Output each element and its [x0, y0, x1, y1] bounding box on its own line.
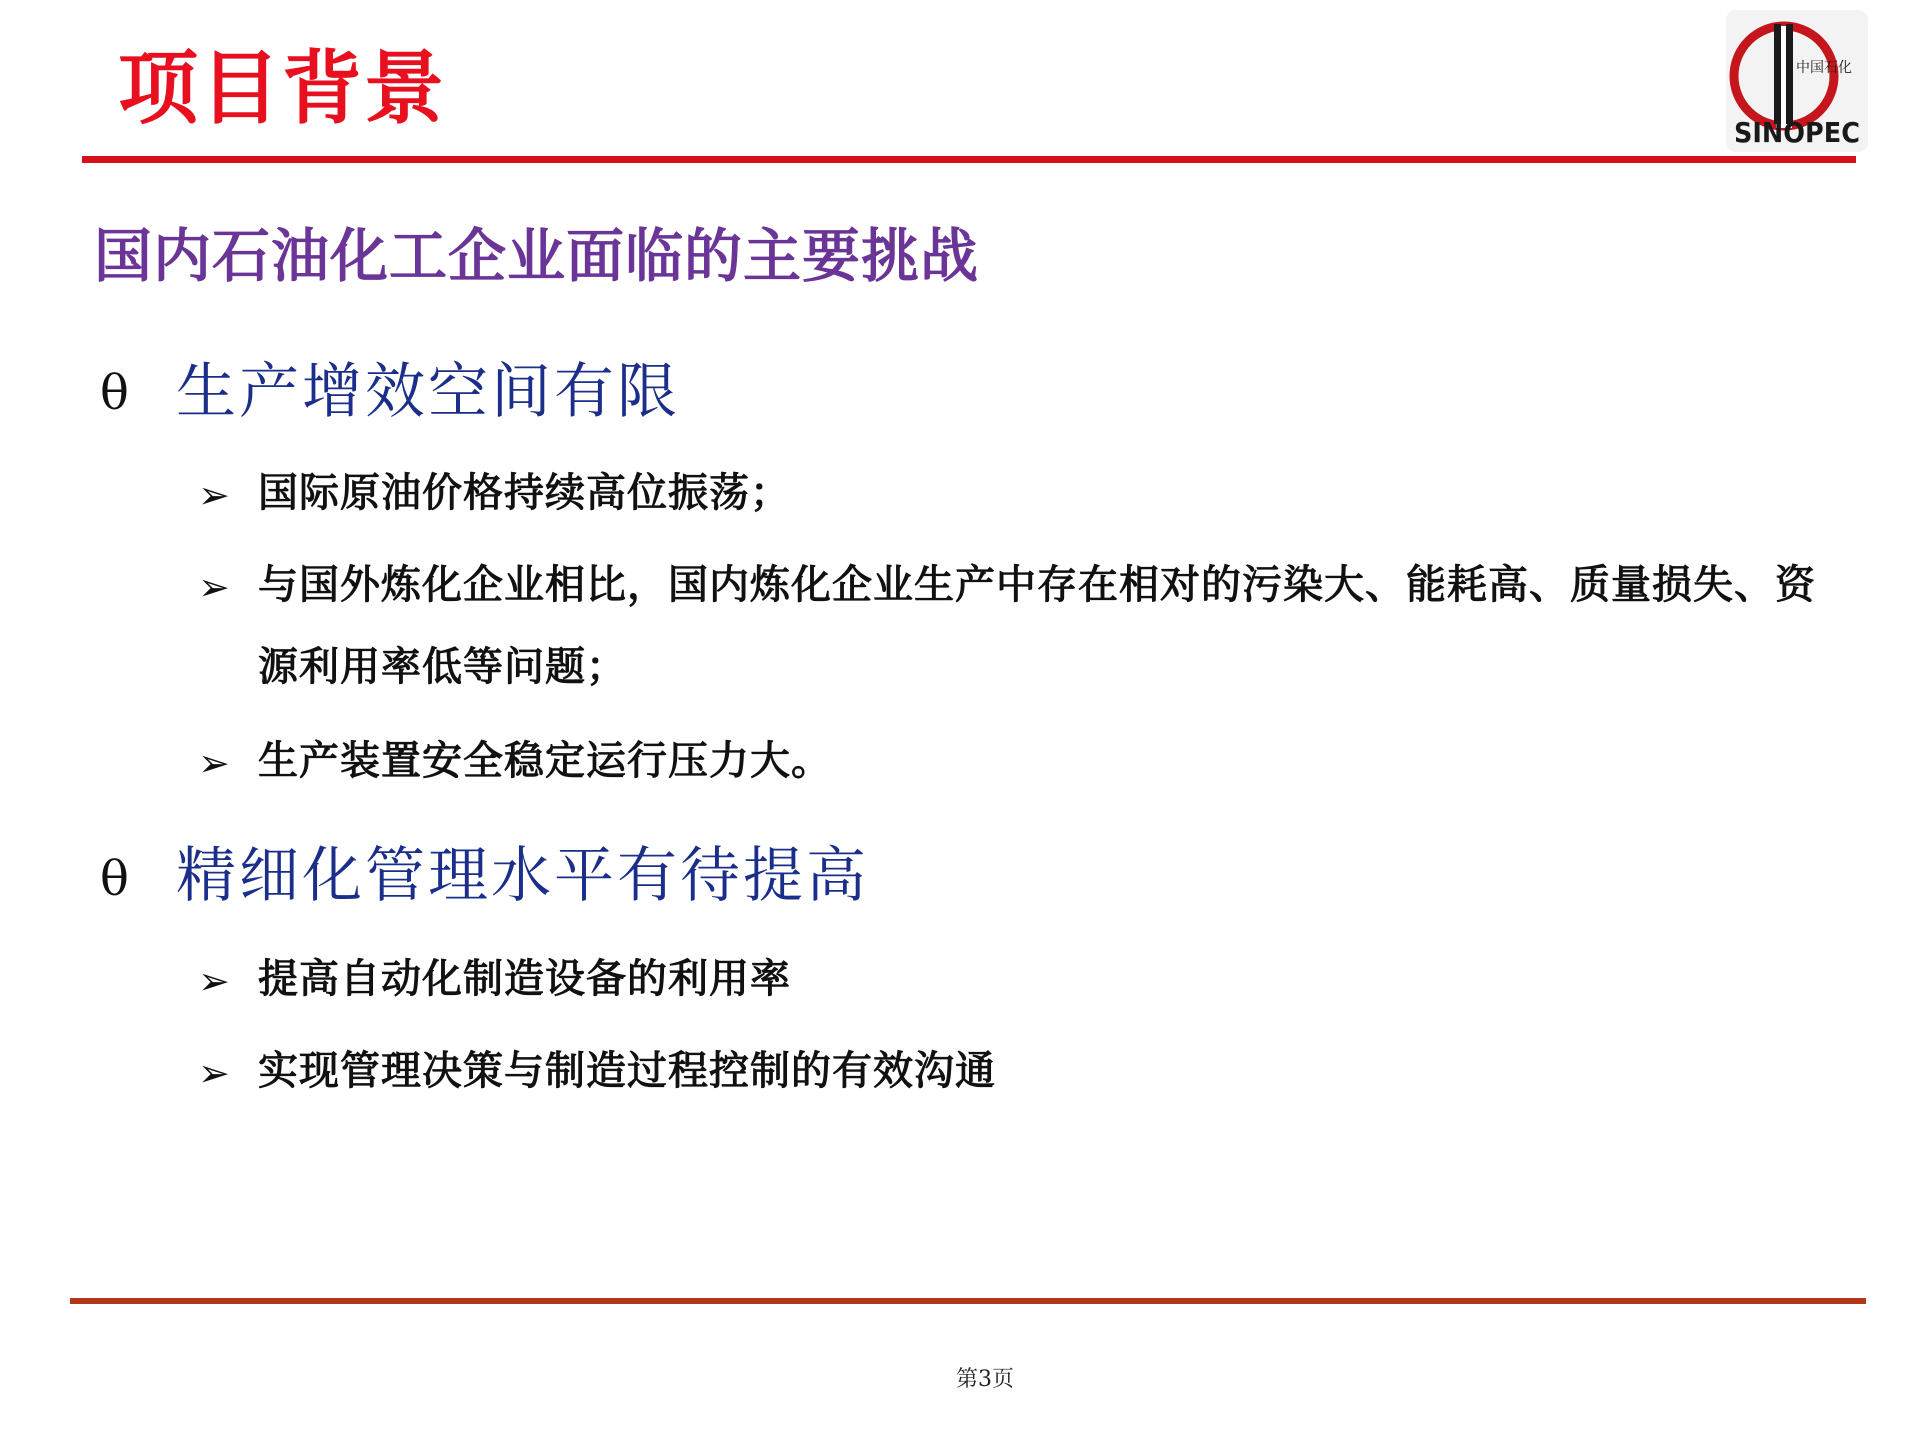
subpoint-1-3: 生产装置安全稳定运行压力大。 — [258, 737, 832, 784]
logo-chinese-text: 中国石化 — [1796, 60, 1852, 76]
top-divider — [82, 156, 1856, 163]
sub-marker: ➢ — [198, 473, 230, 517]
bottom-divider — [70, 1298, 1866, 1304]
sub-marker: ➢ — [198, 1051, 230, 1095]
logo-brand-text: SINOPEC — [1734, 116, 1860, 149]
sinopec-logo-icon — [1726, 10, 1868, 152]
bullet-marker: θ — [100, 851, 129, 907]
point-heading-1: 生产增效空间有限 — [176, 357, 680, 427]
subpoint-1-1: 国际原油价格持续高位振荡； — [258, 469, 791, 516]
sub-marker: ➢ — [198, 741, 230, 785]
sub-marker: ➢ — [198, 565, 230, 609]
subpoint-2-1: 提高自动化制造设备的利用率 — [258, 955, 791, 1002]
sinopec-logo — [1726, 10, 1868, 152]
subpoint-1-2: 与国外炼化企业相比，国内炼化企业生产中存在相对的污染大、能耗高、质量损失、资源利用率低等问题； — [258, 561, 1816, 690]
bullet-marker: θ — [100, 365, 129, 421]
sub-marker: ➢ — [198, 959, 230, 1003]
subpoint-2-2: 实现管理决策与制造过程控制的有效沟通 — [258, 1047, 996, 1094]
section-heading: 国内石油化工企业面临的主要挑战 — [94, 222, 980, 290]
page-title: 项目背景 — [118, 42, 446, 135]
point-heading-2: 精细化管理水平有待提高 — [176, 841, 869, 911]
page-number: 第3页 — [956, 1367, 1014, 1392]
